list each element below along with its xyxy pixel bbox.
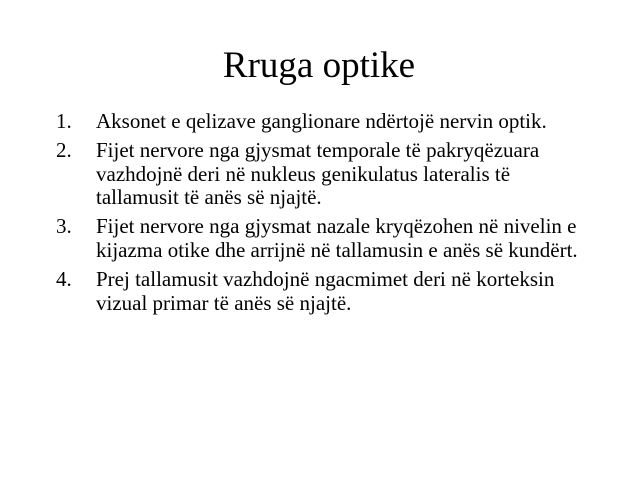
- list-item: [56, 110, 596, 134]
- list-item-text: Aksonet e qelizave ganglionare ndërtojë nervin optik.: [96, 109, 547, 133]
- list-item: [56, 268, 596, 316]
- list-item-number: 1.: [56, 109, 72, 133]
- slide-title: Rruga optike: [222, 45, 416, 86]
- list-item-number: 2.: [56, 137, 72, 162]
- list-item-text: Fijet nervore nga gjysmat temporale të pakryqëzuara vazhdojnë deri në nukleus genikulatus lateralis të tallamusit të anës së njajtë.: [96, 137, 540, 210]
- list-item: [56, 139, 596, 210]
- list-item-text: Fijet nervore nga gjysmat nazale kryqëzohen në nivelin e kijazma otike dhe arrijnë në tallamusin e anës së kundërt.: [96, 214, 578, 262]
- list-item-text: Prej tallamusit vazhdojnë ngacmimet deri në korteksin vizual primar të anës së njajtë.: [96, 266, 555, 315]
- list-item-number: 4.: [56, 266, 72, 291]
- list-item-number: 3.: [56, 214, 72, 239]
- list-item: [56, 215, 596, 263]
- numbered-list: [56, 110, 596, 320]
